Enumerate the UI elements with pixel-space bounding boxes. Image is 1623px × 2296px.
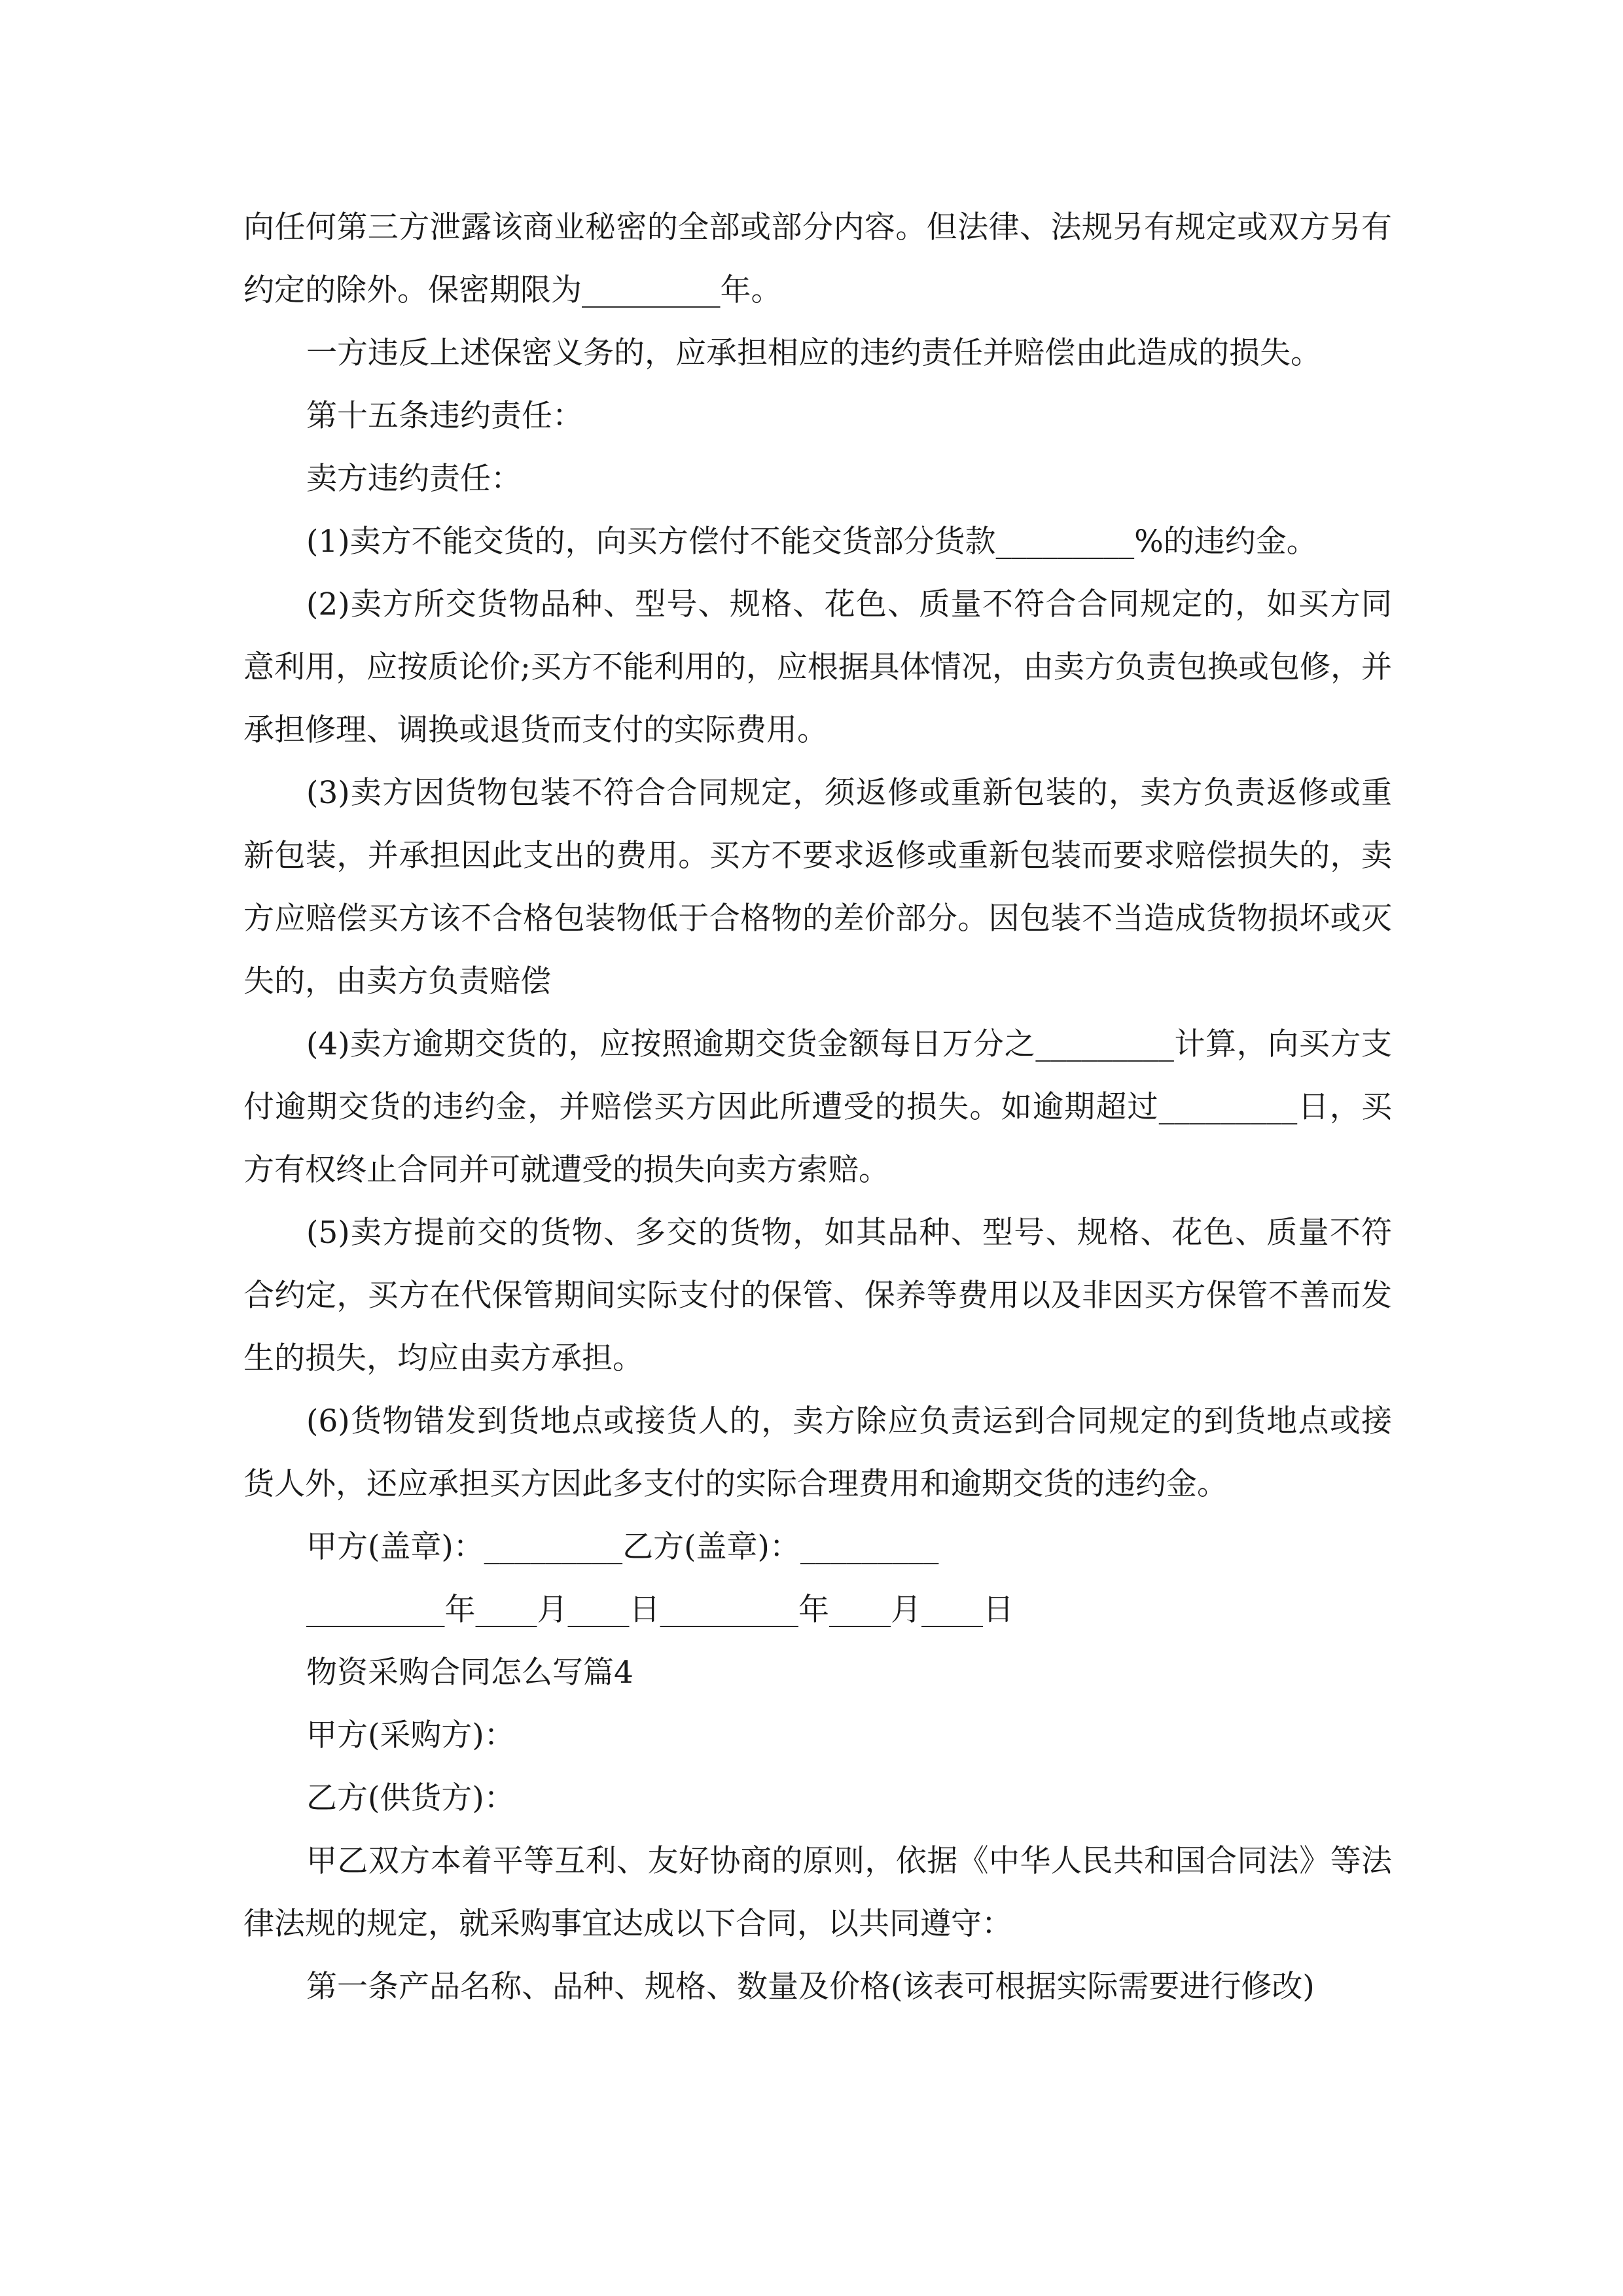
- party-b-line: 乙方(供货方)：: [306, 1780, 515, 1816]
- preamble-paragraph: 甲乙双方本着平等互利、友好协商的原则，依据《中华人民共和国合同法》等法律法规的规定，就采购事宜达成以下合同，以共同遵守：: [243, 1843, 1392, 1942]
- seller-liability-item-6: (6)货物错发到货地点或接货人的，卖方除应负责运到合同规定的到货地点或接货人外，还应承担买方因此多支付的实际合理费用和逾期交货的违约金。: [243, 1403, 1392, 1502]
- seller-liability-heading: 卖方违约责任：: [306, 461, 522, 497]
- section-title: 物资采购合同怎么写篇4: [306, 1655, 633, 1691]
- seller-liability-item-1: (1)卖方不能交货的，向买方偿付不能交货部分货款_________%的违约金。: [306, 524, 1317, 560]
- seller-liability-item-4: (4)卖方逾期交货的，应按照逾期交货金额每日万分之_________计算，向买方支付逾期交货的违约金，并赔偿买方因此所遭受的损失。如逾期超过_________日，买方有权终止合同并可就遭受的损失向卖方索赔。: [243, 1026, 1392, 1188]
- paragraph-breach-of-confidentiality: 一方违反上述保密义务的，应承担相应的违约责任并赔偿由此造成的损失。: [306, 335, 1321, 371]
- article-15-heading: 第十五条违约责任：: [306, 398, 583, 434]
- signature-line: 甲方(盖章)：_________乙方(盖章)：_________: [306, 1529, 939, 1565]
- article-1-heading: 第一条产品名称、品种、规格、数量及价格(该表可根据实际需要进行修改): [306, 1969, 1315, 2005]
- seller-liability-item-2: (2)卖方所交货物品种、型号、规格、花色、质量不符合合同规定的，如买方同意利用，应按质论价;买方不能利用的，应根据具体情况，由卖方负责包换或包修，并承担修理、调换或退货而支付的实际费用。: [243, 586, 1392, 748]
- seller-liability-item-3: (3)卖方因货物包装不符合合同规定，须返修或重新包装的，卖方负责返修或重新包装，并承担因此支出的费用。买方不要求返修或重新包装而要求赔偿损失的，卖方应赔偿买方该不合格包装物低于合格物的差价部分。因包装不当造成货物损坏或灭失的，由卖方负责赔偿: [243, 775, 1392, 999]
- date-line: _________年____月____日_________年____月____日: [306, 1592, 1014, 1628]
- paragraph-confidentiality-clause: 向任何第三方泄露该商业秘密的全部或部分内容。但法律、法规另有规定或双方另有约定的除外。保密期限为_________年。: [243, 209, 1392, 308]
- party-a-line: 甲方(采购方)：: [306, 1717, 515, 1753]
- seller-liability-item-5: (5)卖方提前交的货物、多交的货物，如其品种、型号、规格、花色、质量不符合约定，买方在代保管期间实际支付的保管、保养等费用以及非因买方保管不善而发生的损失，均应由卖方承担。: [243, 1215, 1392, 1376]
- document-body: [243, 196, 1392, 2018]
